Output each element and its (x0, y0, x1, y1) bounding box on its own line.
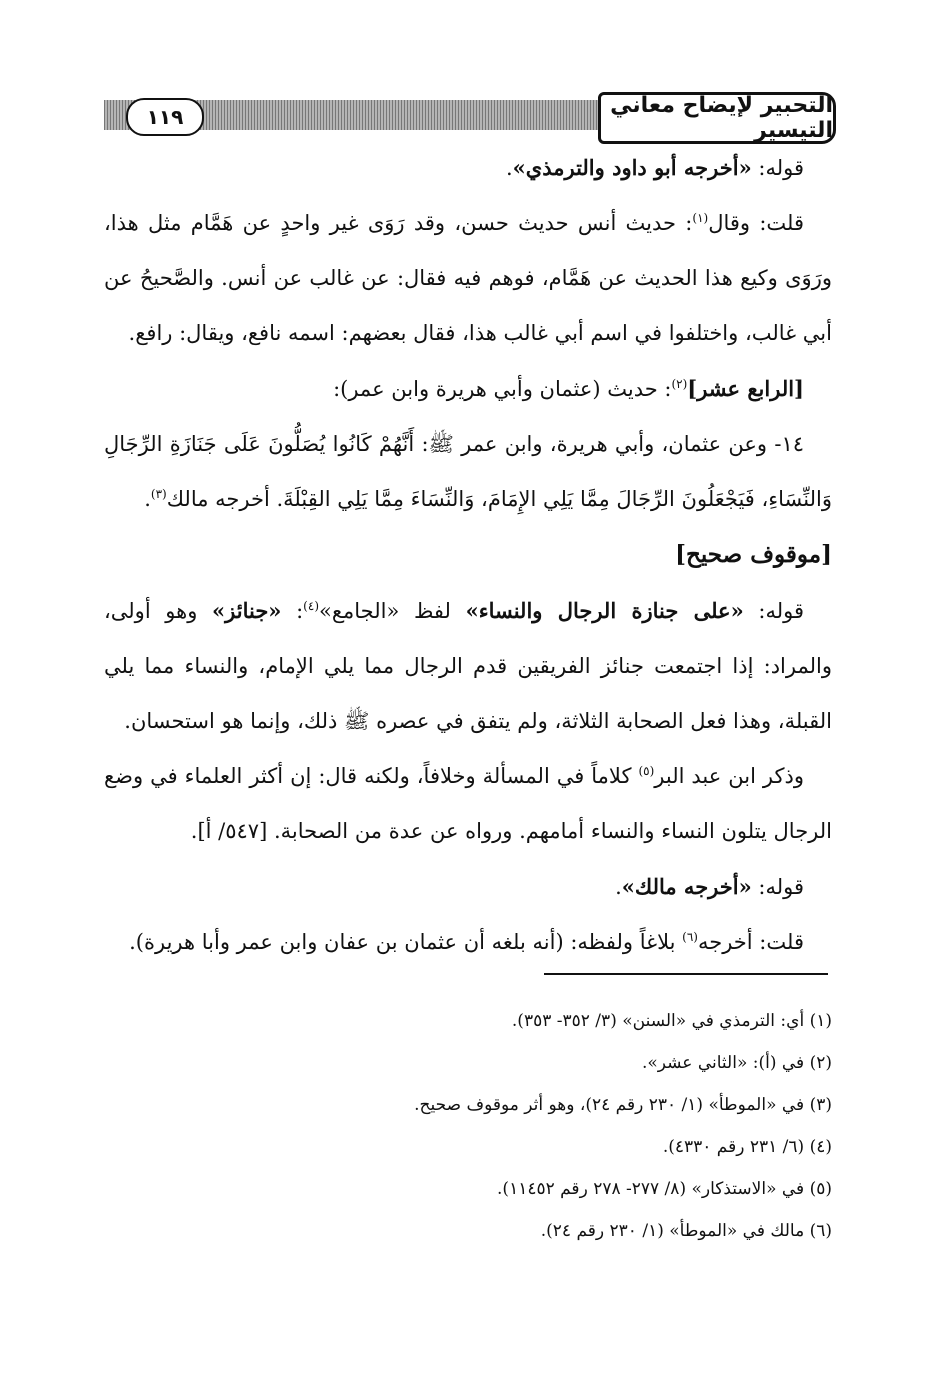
grade-line (104, 527, 832, 583)
main-text (104, 140, 832, 970)
footnote-ref-6[interactable]: (٦) (682, 930, 698, 944)
paragraph-8: قلت: أخرجه$^{(٦)}$ بلاغاً ولفظه: (أنه بلغه أن عثمان بن عفان وابن عمر وأبا هريرة). (129, 930, 804, 954)
grade-label: [موقوف صحيح] (675, 541, 832, 568)
paragraph-2: قلت: وقال$^{(١)}$: حديث أنس حديث حسن، وقد رَوَى غير واحدٍ عن هَمَّام مثل هذا، ورَوَى وكيع هذا الحديث عن هَمَّام، فوهم فيه فقال: عن غالب عن أنس. والصَّحيحُ عن أبي غالب، واختلفوا في اسم أبي غالب هذا، فقال بعضهم: اسمه نافع، ويقال: رافع. (104, 211, 832, 345)
footnote-ref-2[interactable]: (٢) (671, 377, 688, 391)
footnote-6: (٦) مالك في «الموطأ» (١/ ٢٣٠ رقم ٢٤). (540, 1221, 832, 1241)
footnote-1: (١) أي: الترمذي في «السنن» (٣/ ٣٥٢- ٣٥٣). (511, 1011, 832, 1031)
footnote-ref-5[interactable]: (٥) (638, 764, 655, 778)
footnotes (104, 1000, 832, 1252)
paragraph-7: قوله: «أخرجه مالك». (615, 874, 804, 899)
paragraph-4-hadith: ١٤- وعن عثمان، وأبي هريرة، وابن عمر ﷺ: أَنَّهُمْ كَانُوا يُصَلُّونَ عَلَى جَنَازَةِ الرِّجَالِ وَالنِّسَاءِ، فَيَجْعَلُونَ الرِّجَالَ مِمَّا يَلِي الإِمَامَ، وَالنِّسَاءَ مِمَّا يَلِي القِبْلَةَ. أخرجه مالك$^{(٣)}$. (104, 432, 832, 511)
paragraph-5: قوله: «على جنازة الرجال والنساء» لفظ «الجامع»$^{(٤)}$: «جنائز» وهو أولى، والمراد: إذا اجتمعت جنائز الفريقين قدم الرجال مما يلي الإمام، والنساء مما يلي القبلة، وهذا فعل الصحابة الثلاثة، ولم يتفق في عصره ﷺ ذلك، وإنما هو استحسان. (104, 598, 832, 733)
paragraph-3: [الرابع عشر]$^{(٢)}$: حديث (عثمان وأبي هريرة وابن عمر): (333, 376, 804, 401)
footnote-separator (544, 973, 828, 975)
paragraph-6: وذكر ابن عبد البر$^{(٥)}$ كلاماً في المسألة وخلافاً، ولكنه قال: إن أكثر العلماء في وضع الرجال يتلون النساء والنساء أمامهم. ورواه عن عدة من الصحابة. [٥٤٧/ أ]. (104, 764, 832, 843)
paragraph-1: قوله: «أخرجه أبو داود والترمذي». (505, 155, 804, 180)
footnote-ref-3[interactable]: (٣) (150, 487, 167, 501)
footnote-4: (٤) (٦/ ٢٣١ رقم ٤٣٣٠). (662, 1137, 832, 1157)
footnote-5: (٥) في «الاستذكار» (٨/ ٢٧٧- ٢٧٨ رقم ١١٤٥٢). (497, 1179, 832, 1199)
footnote-3: (٣) في «الموطأ» (١/ ٢٣٠ رقم ٢٤)، وهو أثر موقوف صحيح. (414, 1095, 832, 1115)
footnote-2: (٢) في (أ): «الثاني عشر». (641, 1053, 832, 1073)
footnote-ref-1[interactable]: (١) (692, 211, 709, 225)
footnote-ref-4[interactable]: (٤) (303, 599, 319, 613)
running-title: التحبير لإيضاح معاني التيسير (598, 92, 836, 144)
page-number: ١١٩ (126, 98, 204, 136)
